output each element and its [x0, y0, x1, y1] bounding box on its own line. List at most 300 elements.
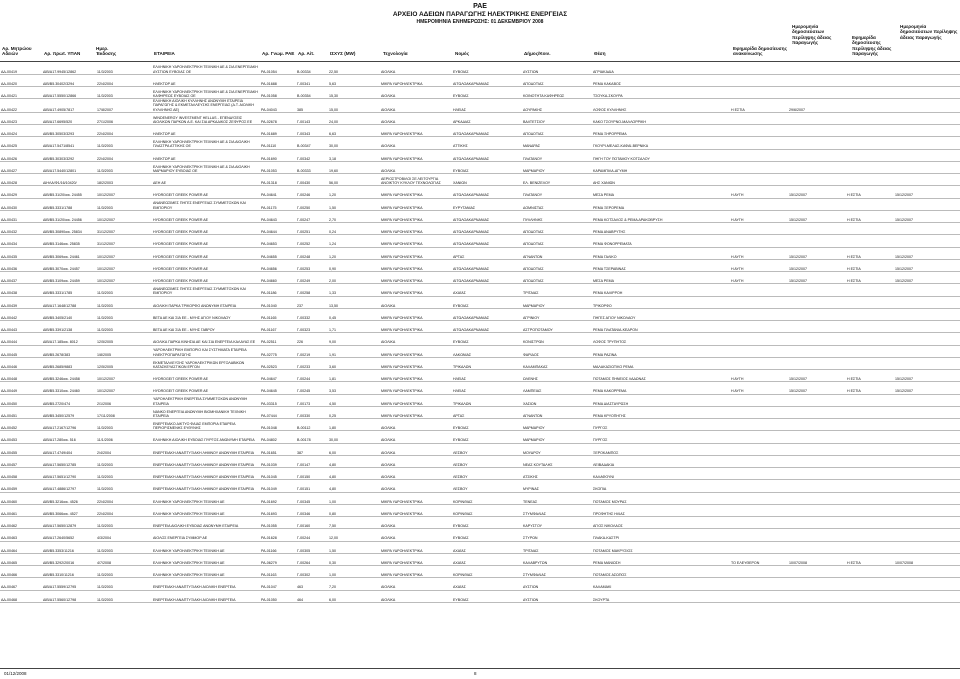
issue-date: 2/1/2006: [96, 394, 152, 406]
summary-paper: [846, 541, 894, 553]
summary-date-2: [894, 284, 960, 296]
summary-paper: [846, 443, 894, 455]
license-number: ΑΔ-00461: [0, 504, 42, 516]
announcement-paper: [730, 455, 788, 467]
technology: ΑΙΟΛΙΚΑ: [380, 62, 452, 74]
license-number: ΑΔ-00429: [0, 186, 42, 198]
power-mw: 3,60: [328, 357, 380, 369]
power-mw: 19,60: [328, 161, 380, 173]
municipality: ΜΥΡΙΝΑΣ: [522, 480, 592, 492]
summary-paper: [846, 517, 894, 529]
summary-date-2: 15/12/2007: [894, 210, 960, 222]
company-name: HYDROGEIT GREEK POWER AE: [152, 210, 260, 222]
technology: ΑΙΟΛΙΚΑ: [380, 517, 452, 529]
license-number: ΑΔ-00458: [0, 468, 42, 480]
summary-date: 15/12/2007: [788, 382, 846, 394]
col-ait: Αρ. Αίτ.: [298, 51, 315, 56]
company-name: ΕΝΕΡΓΕΙΑΚΗ ΑΝΑΠΤΥΞΙΑΚΗ ΛΗΜΝΟΥ ΑΝΩΝΥΜΗ ΕΤΑΙΡΕΙΑ: [152, 455, 260, 467]
location: ΚΑΚΟ ΤΣΟΥΡΝΟ-ΜΑΛΛΟΡΡΙΚΗ: [592, 112, 730, 124]
table-row: [0, 186, 960, 198]
issue-date: 11/3/2003: [96, 517, 152, 529]
announcement-paper: [730, 590, 788, 602]
company-name: ΑΙΟΛΙΚΗ ΠΑΡΚΑ ΤΡΙΚΟΡΦΟ ΑΝΩΝΥΜΗ ΕΤΑΙΡΕΙΑ: [152, 296, 260, 308]
table-row: [0, 406, 960, 418]
prefecture: ΛΑΚΩΝΙΑΣ: [452, 345, 522, 357]
rae-opinion: ΡΑ-03315: [260, 394, 296, 406]
issue-date: 22/4/2004: [96, 492, 152, 504]
table-row: [0, 74, 960, 86]
issue-date: 10/12/2007: [96, 272, 152, 284]
summary-date-2: 15/12/2007: [894, 186, 960, 198]
rae-opinion: ΡΑ-04802: [260, 431, 296, 443]
application-number: Γ-00250: [296, 198, 328, 210]
company-name: ΕΛΛΗΝΙΚΗ ΥΔΡΟΗΛΕΚΤΡΙΚΗ ΤΕΧΝΙΚΗ ΑΕ & ΣΙΑ ΕΝΕΡΓΕΙΑΚΗ ΔΥΣΤΙΩΝ ΕΥΒΟΙΑΣ ΟΕ: [152, 62, 260, 74]
municipality: ΧΑΣΙΩΝ: [522, 394, 592, 406]
protocol-number: ΔΙΒ/Β5.3331/1785: [42, 284, 96, 296]
power-mw: 0,90: [328, 259, 380, 271]
location: ΞΕΡΟΚΑΜΠΟΣ: [592, 443, 730, 455]
summary-paper: Η ΕΣΤΙΑ: [846, 210, 894, 222]
prefecture: ΑΡΤΑΣ: [452, 406, 522, 418]
issue-date: 10/12/2007: [96, 210, 152, 222]
summary-date-2: 15/12/2007: [894, 272, 960, 284]
company-name: ΑΝΑΝΕΩΣΙΜΕΣ ΠΗΓΕΣ ΕΝΕΡΓΕΙΑΣ ΣΥΜΜΕΤΟΧΩΝ ΚΑΙ ΕΜΠΟΡΙΟΥ: [152, 198, 260, 210]
summary-paper: [846, 174, 894, 186]
table-row: [0, 590, 960, 602]
issue-date: 2/4/2004: [96, 443, 152, 455]
license-number: ΑΔ-00457: [0, 455, 42, 467]
announcement-paper: Η ΑΥΓΗ: [730, 210, 788, 222]
protocol-number: ΔΙΒ/Β5.2678/383: [42, 345, 96, 357]
prefecture: ΑΡΚΑΔΙΑΣ: [452, 112, 522, 124]
protocol-number: ΔΙΒ/Β5.3066οικ. 4527: [42, 504, 96, 516]
application-number: Γ-00332: [296, 308, 328, 320]
company-name: ΕΝΕΡΓΕΙΑΚΗ ΑΝΑΠΤΥΞΙΑΚΗ ΑΙΟΛΙΚΗ ΕΝΕΡΓΕΙΑ: [152, 578, 260, 590]
application-number: 226: [296, 333, 328, 345]
power-mw: 1,50: [328, 198, 380, 210]
table-row: [0, 284, 960, 296]
protocol-number: ΔΙΒ/Β5.2685/9883: [42, 357, 96, 369]
summary-date: [788, 87, 846, 99]
location: ΡΕΜΑ ΚΑΚΑΒΟΣ: [592, 74, 730, 86]
rae-opinion: ΡΑ-01048: [260, 419, 296, 431]
license-number: ΑΔ-00446: [0, 357, 42, 369]
rae-opinion: ΡΑ-01689: [260, 125, 296, 137]
application-number: Γ-00248: [296, 247, 328, 259]
summary-paper: [846, 394, 894, 406]
municipality: ΒΑΛΤΕΤΣΙΟΥ: [522, 112, 592, 124]
update-date: ΗΜΕΡΟΜΗΝΙΑ ΕΝΗΜΕΡΩΣΗΣ: 01 ΔΕΚΕΜΒΡΙΟΥ 2008: [416, 19, 544, 25]
table-row: [0, 149, 960, 161]
protocol-number: ΔΙΒ/Α17.9945/12862: [42, 62, 96, 74]
power-mw: 1,71: [328, 321, 380, 333]
announcement-paper: [730, 504, 788, 516]
application-number: Β-00334: [296, 62, 328, 74]
application-number: Γ-00345: [296, 492, 328, 504]
summary-date: 15/12/2007: [788, 186, 846, 198]
technology: ΑΙΟΛΙΚΑ: [380, 578, 452, 590]
table-row: [0, 198, 960, 210]
company-name: HYDROGEIT GREEK POWER AE: [152, 272, 260, 284]
rae-opinion: ΡΑ-02678: [260, 112, 296, 124]
license-number: ΑΔ-00444: [0, 333, 42, 345]
summary-date: [788, 492, 846, 504]
application-number: Γ-00430: [296, 174, 328, 186]
table-row: [0, 492, 960, 504]
prefecture: ΕΥΒΟΙΑΣ: [452, 333, 522, 345]
summary-date: [788, 541, 846, 553]
municipality: ΜΟΥΔΡΟΥ: [522, 443, 592, 455]
application-number: 463: [296, 578, 328, 590]
location: ΤΣΟΥΚΑ-ΣΚΟΥΡΑ: [592, 87, 730, 99]
page-title: ΑΡΧΕΙΟ ΑΔΕΙΩΝ ΠΑΡΑΓΩΓΗΣ ΗΛΕΚΤΡΙΚΗΣ ΕΝΕΡΓΕΙΑΣ: [392, 11, 568, 18]
rae-opinion: ΡΑ-04043: [260, 99, 296, 113]
protocol-number: ΔΙΒ/Β5.31/20/οικ. 24455: [42, 186, 96, 198]
location: ΠΗΓΕΣ ΑΓΙΟΥ ΝΙΚΟΛΑΟΥ: [592, 308, 730, 320]
announcement-paper: [730, 125, 788, 137]
power-mw: 30,00: [328, 137, 380, 149]
prefecture: ΕΥΒΟΙΑΣ: [452, 161, 522, 173]
municipality: ΣΤΥΡΩΝ: [522, 529, 592, 541]
table-row: [0, 161, 960, 173]
col-mitroou: Αρ. Μητρώου Αδειών: [2, 46, 32, 57]
license-number: ΑΔ-00452: [0, 419, 42, 431]
summary-paper: [846, 296, 894, 308]
announcement-paper: [730, 357, 788, 369]
application-number: Γ-00341: [296, 74, 328, 86]
summary-date-2: [894, 394, 960, 406]
protocol-number: ΔΙΒ/Α17.5560/12798: [42, 590, 96, 602]
protocol-number: ΔΙΒ/Β5.3216οικ. 4526: [42, 492, 96, 504]
power-mw: 6,00: [328, 443, 380, 455]
company-name: ΑΝΑΝΕΩΣΙΜΕΣ ΠΗΓΕΣ ΕΝΕΡΓΕΙΑΣ ΣΥΜΜΕΤΟΧΩΝ ΚΑΙ ΕΜΠΟΡΙΟΥ: [152, 284, 260, 296]
location: ΜΕΣΑ ΡΕΜΑ: [592, 272, 730, 284]
summary-date: [788, 578, 846, 590]
rae-opinion: ΡΑ-01110: [260, 137, 296, 149]
company-name: ΕΛΛΗΝΙΚΗ ΑΙΟΛΙΚΗ ΚΥΛΛΗΝΗΣ ΑΝΩΝΥΜΗ ΕΤΑΙΡΕΙΑ ΠΑΡΑΓΩΓΗΣ & ΕΚΜΕΤΑΛΛΕΥΣΗΣ ΕΝΕΡΓΕΙΑΣ (Δ.Τ. ΑΙΟΛΙΚΗ ΚΥΛΛΗΝΗΣ ΑΕ): [152, 99, 260, 113]
power-mw: 0,25: [328, 406, 380, 418]
license-number: ΑΔ-00420: [0, 74, 42, 86]
technology: ΜΙΚΡΑ ΥΔΡΟΗΛΕΚΤΡΙΚΑ: [380, 247, 452, 259]
prefecture: ΑΙΤΩΛΟΑΚΑΡΝΑΝΙΑΣ: [452, 321, 522, 333]
application-number: 387: [296, 443, 328, 455]
license-number: ΑΔ-00455: [0, 443, 42, 455]
summary-date: [788, 284, 846, 296]
col-gnom: Αρ. Γνωμ. ΡΑΕ: [262, 51, 295, 56]
summary-date-2: [894, 125, 960, 137]
license-number: ΑΔ-00419: [0, 62, 42, 74]
announcement-paper: [730, 87, 788, 99]
power-mw: 0,30: [328, 553, 380, 565]
issue-date: 22/4/2004: [96, 149, 152, 161]
table-row: [0, 235, 960, 247]
location: ΠΟΤΑΜΟΣ ΜΑΚΡΥΣΙΟΣ: [592, 541, 730, 553]
col-power: ΙΣΧΥΣ (MW): [330, 51, 356, 56]
technology: ΑΙΟΛΙΚΑ: [380, 137, 452, 149]
license-number: ΑΔ-00439: [0, 296, 42, 308]
issue-date: 10/12/2007: [96, 247, 152, 259]
license-number: ΑΔ-00467: [0, 578, 42, 590]
technology: ΑΙΟΛΙΚΑ: [380, 455, 452, 467]
rae-opinion: ΡΑ-06279: [260, 553, 296, 565]
issue-date: 11/3/2003: [96, 161, 152, 173]
rae-opinion: ΡΑ-01690: [260, 149, 296, 161]
summary-paper: [846, 149, 894, 161]
col-efim: Εφημερίδα δημοσίευσης περίληψης άδειας παραγωγής: [852, 35, 892, 57]
summary-date-2: [894, 431, 960, 443]
summary-date: [788, 443, 846, 455]
announcement-paper: [730, 406, 788, 418]
municipality: ΚΟΝΙΣΤΡΩΝ: [522, 333, 592, 345]
protocol-number: ΔΙΒ/Β5.3292/20016: [42, 553, 96, 565]
license-number: ΑΔ-00426: [0, 149, 42, 161]
summary-paper: [846, 468, 894, 480]
protocol-number: ΔΙΒ/Α17.4749/404: [42, 443, 96, 455]
table-row: [0, 345, 960, 357]
announcement-paper: [730, 235, 788, 247]
issue-date: 10/12/2007: [96, 370, 152, 382]
summary-date: [788, 504, 846, 516]
municipality: ΜΑΡΜΑΡΙΟΥ: [522, 161, 592, 173]
protocol-number: ΔΙΒ/Β5.3310οικ. 24460: [42, 382, 96, 394]
announcement-paper: Η ΑΥΓΗ: [730, 382, 788, 394]
summary-date-2: [894, 492, 960, 504]
table-row: [0, 210, 960, 222]
location: ΚΑΛΑΜΑΚΙ: [592, 578, 730, 590]
announcement-paper: [730, 529, 788, 541]
table-row: [0, 504, 960, 516]
summary-date: [788, 455, 846, 467]
rae-opinion: ΡΑ-02775: [260, 345, 296, 357]
summary-date: [788, 394, 846, 406]
summary-date: 29/6/2007: [788, 99, 846, 113]
power-mw: 22,50: [328, 62, 380, 74]
application-number: Β-00178: [296, 431, 328, 443]
summary-date-2: [894, 517, 960, 529]
summary-date-2: [894, 99, 960, 113]
prefecture: ΚΟΡΙΝΘΙΑΣ: [452, 492, 522, 504]
location: ΡΕΜΑ ΓΑΛΙΚΟ: [592, 247, 730, 259]
prefecture: ΑΡΤΑΣ: [452, 247, 522, 259]
summary-date-2: [894, 443, 960, 455]
summary-paper: Η ΕΣΤΙΑ: [846, 370, 894, 382]
summary-date: [788, 517, 846, 529]
table-row: [0, 296, 960, 308]
prefecture: ΑΙΤΩΛΟΑΚΑΡΝΑΝΙΑΣ: [452, 149, 522, 161]
municipality: ΑΤΣΙΚΗΣ: [522, 468, 592, 480]
issue-date: 4/3/2004: [96, 529, 152, 541]
issue-date: 11/3/2003: [96, 296, 152, 308]
table-row: [0, 541, 960, 553]
col-h1: Ημερομηνία δημοσιεύσεων περίληψης άδειας παραγωγής: [792, 24, 832, 46]
license-number: ΑΔ-00464: [0, 541, 42, 553]
summary-paper: [846, 112, 894, 124]
municipality: ΔΥΣΤΙΩΝ: [522, 62, 592, 74]
table-row: [0, 357, 960, 369]
prefecture: ΑΧΑΪΑΣ: [452, 578, 522, 590]
issue-date: 11/3/2003: [96, 566, 152, 578]
prefecture: ΑΙΤΩΛΟΑΚΑΡΝΑΝΙΑΣ: [452, 210, 522, 222]
announcement-paper: Η ΕΣΤΙΑ: [730, 99, 788, 113]
company-name: HYDROGEIT GREEK POWER AE: [152, 382, 260, 394]
summary-paper: [846, 431, 894, 443]
municipality: ΑΠΟΔΟΤΙΑΣ: [522, 272, 592, 284]
location: ΛΕΙΒΑΔΑΚΙΑ: [592, 455, 730, 467]
announcement-paper: [730, 578, 788, 590]
license-number: ΑΔ-00428: [0, 174, 42, 186]
summary-paper: [846, 529, 894, 541]
power-mw: 3,53: [328, 382, 380, 394]
summary-paper: [846, 321, 894, 333]
table-row: [0, 566, 960, 578]
announcement-paper: [730, 174, 788, 186]
protocol-number: ΔΙΒ/Β5.3246οικ. 24458: [42, 370, 96, 382]
summary-date: [788, 308, 846, 320]
municipality: ΑΓΝΑΝΤΩΝ: [522, 406, 592, 418]
protocol-number: ΔΙΒ/Α17.2640/5652: [42, 529, 96, 541]
summary-date: [788, 406, 846, 418]
table-row: [0, 578, 960, 590]
municipality: ΚΑΛΑΜΠΑΚΑΣ: [522, 357, 592, 369]
announcement-paper: [730, 345, 788, 357]
announcement-paper: Η ΑΥΓΗ: [730, 259, 788, 271]
company-name: ΔΕΗ ΑΕ: [152, 174, 260, 186]
technology: ΜΙΚΡΑ ΥΔΡΟΗΛΕΚΤΡΙΚΑ: [380, 284, 452, 296]
application-number: Γ-00251: [296, 223, 328, 235]
application-number: Γ-00302: [296, 566, 328, 578]
location: ΑΗΣ ΧΑΝΙΩΝ: [592, 174, 730, 186]
table-row: [0, 87, 960, 99]
company-name: ΕΝΕΡΓΕΙΑΚΗ ΑΝΑΠΤΥΞΙΑΚΗ ΑΙΟΛΙΚΗ ΕΝΕΡΓΕΙΑ: [152, 590, 260, 602]
table-row: [0, 455, 960, 467]
technology: ΑΙΟΛΙΚΑ: [380, 529, 452, 541]
rae-opinion: ΡΑ-01186: [260, 284, 296, 296]
power-mw: 13,50: [328, 296, 380, 308]
summary-date-2: [894, 87, 960, 99]
summary-paper: [846, 492, 894, 504]
summary-date-2: [894, 74, 960, 86]
power-mw: 30,00: [328, 431, 380, 443]
technology: ΜΙΚΡΑ ΥΔΡΟΗΛΕΚΤΡΙΚΑ: [380, 492, 452, 504]
technology: ΜΙΚΡΑ ΥΔΡΟΗΛΕΚΤΡΙΚΑ: [380, 198, 452, 210]
protocol-number: ΔΙΒ/Α17.5650/12879: [42, 517, 96, 529]
col-h2: Ημερομηνία δημοσιεύσεων περίληψης άδειας παραγωγής: [900, 24, 958, 40]
location: ΡΕΜΑ ΑΝΑΒΡΥΤΗΣ: [592, 223, 730, 235]
summary-date-2: [894, 62, 960, 74]
application-number: Γ-00233: [296, 357, 328, 369]
location: ΠΟΤΑΜΟΣ ΠΗΝΕΙΟΣ ΛΑΔΩΝΑΣ: [592, 370, 730, 382]
rae-opinion: ΡΑ-01318: [260, 174, 296, 186]
summary-paper: Η ΕΣΤΙΑ: [846, 259, 894, 271]
technology: ΜΙΚΡΑ ΥΔΡΟΗΛΕΚΤΡΙΚΑ: [380, 406, 452, 418]
prefecture: ΛΕΣΒΟΥ: [452, 443, 522, 455]
power-mw: 1,80: [328, 419, 380, 431]
location: ΠΥΡΓΟΣ: [592, 419, 730, 431]
issue-date: 11/1/2006: [96, 431, 152, 443]
rae-opinion: ΡΑ-01175: [260, 198, 296, 210]
municipality: ΔΥΣΤΙΩΝ: [522, 590, 592, 602]
application-number: Γ-00343: [296, 125, 328, 137]
protocol-number: ΔΙΒ/Β5.3070οικ. 24457: [42, 259, 96, 271]
license-number: ΑΔ-00437: [0, 272, 42, 284]
company-name: ΕΝΕΡΓΕΙΑΚΗ ΑΝΑΠΤΥΞΙΑΚΗ ΛΗΜΝΟΥ ΑΝΩΝΥΜΗ ΕΤΑΙΡΕΙΑ: [152, 480, 260, 492]
technology: ΑΙΟΛΙΚΑ: [380, 419, 452, 431]
license-number: ΑΔ-00459: [0, 480, 42, 492]
table-row: [0, 517, 960, 529]
summary-paper: [846, 284, 894, 296]
summary-date-2: [894, 578, 960, 590]
technology: ΜΙΚΡΑ ΥΔΡΟΗΛΕΚΤΡΙΚΑ: [380, 382, 452, 394]
location: ΜΑΛΑΚΑΣΙΩΤΙΚΟ ΡΕΜΑ: [592, 357, 730, 369]
announcement-paper: [730, 321, 788, 333]
license-number: ΑΔ-00465: [0, 553, 42, 565]
prefecture: ΑΧΑΪΑΣ: [452, 284, 522, 296]
location: ΑΓΙΟΣ ΝΙΚΟΛΑΟΣ: [592, 517, 730, 529]
prefecture: ΕΥΒΟΙΑΣ: [452, 62, 522, 74]
prefecture: ΑΙΤΩΛΟΑΚΑΡΝΑΝΙΑΣ: [452, 74, 522, 86]
power-mw: 1,00: [328, 492, 380, 504]
technology: ΜΙΚΡΑ ΥΔΡΟΗΛΕΚΤΡΙΚΑ: [380, 186, 452, 198]
municipality: ΦΑΡΙΔΟΣ: [522, 345, 592, 357]
summary-date: [788, 149, 846, 161]
table-row: [0, 394, 960, 406]
technology: ΑΙΟΛΙΚΑ: [380, 87, 452, 99]
location: ΛΟΦΟΣ ΤΡΥΠΗΤΟΣ: [592, 333, 730, 345]
prefecture: ΗΛΕΙΑΣ: [452, 382, 522, 394]
table-row: [0, 137, 960, 149]
prefecture: ΕΥΒΟΙΑΣ: [452, 517, 522, 529]
announcement-paper: [730, 394, 788, 406]
license-number: ΑΔ-00442: [0, 308, 42, 320]
technology: ΑΕΡΙΟΣΤΡΟΒΙΛΟΙ ΣΕ ΛΕΙΤΟΥΡΓΙΑ ΑΝΟΙΚΤΟΥ ΚΥΚΛΟΥ ΤΕΧΝΟΛΟΓΙΑΣ: [380, 174, 452, 186]
column-headers: [0, 22, 960, 62]
protocol-number: ΔΙΒ/Α17.5471/8541: [42, 137, 96, 149]
location: ΠΗΓΗ ΤΟΥ ΠΟΤΑΜΟΥ ΚΟΤΣΑΛΟΥ: [592, 149, 730, 161]
announcement-paper: [730, 74, 788, 86]
company-name: ΕΝΕΡΓΕΙΑ ΑΙΟΛΙΚΗ ΕΥΒΟΙΑΣ ΑΝΩΝΥΜΗ ΕΤΑΙΡΕΙΑ: [152, 517, 260, 529]
power-mw: 2,70: [328, 210, 380, 222]
power-mw: 4,50: [328, 394, 380, 406]
technology: ΜΙΚΡΑ ΥΔΡΟΗΛΕΚΤΡΙΚΑ: [380, 272, 452, 284]
application-number: Γ-00264: [296, 553, 328, 565]
table-row: [0, 468, 960, 480]
municipality: ΜΑΝΔΡΑΣ: [522, 137, 592, 149]
announcement-paper: [730, 566, 788, 578]
power-mw: 3,18: [328, 149, 380, 161]
company-name: ΗΛΕΚΤΩΡ ΑΕ: [152, 125, 260, 137]
technology: ΜΙΚΡΑ ΥΔΡΟΗΛΕΚΤΡΙΚΑ: [380, 321, 452, 333]
prefecture: ΑΧΑΪΑΣ: [452, 541, 522, 553]
company-name: ΥΔΡΟΗΛΕΚΤΡΙΚΗ ΕΜΠΟΡΙΟ ΚΑΙ ΣΥΣΤΗΜΑΤΑ ΕΤΑΙΡΕΙΑ ΗΛΕΚΤΡΟΠΑΡΑΓΩΓΗΣ: [152, 345, 260, 357]
application-number: Γ-00150: [296, 468, 328, 480]
announcement-paper: [730, 492, 788, 504]
issue-date: 11/3/2003: [96, 590, 152, 602]
power-mw: 1,00: [328, 566, 380, 578]
application-number: Β-00347: [296, 137, 328, 149]
issue-date: 11/3/2003: [96, 62, 152, 74]
municipality: ΝΕΑΣ ΚΟΥΤΑΛΗΣ: [522, 455, 592, 467]
location: ΠΛΑΚΑ-ΚΑΣΤΡΙ: [592, 529, 730, 541]
rae-opinion: ΡΑ-01049: [260, 480, 296, 492]
license-number: ΑΔ-00466: [0, 566, 42, 578]
application-number: Γ-00253: [296, 259, 328, 271]
municipality: ΑΠΟΔΟΤΙΑΣ: [522, 235, 592, 247]
municipality: ΔΟΜΝΙΣΤΑΣ: [522, 198, 592, 210]
announcement-paper: [730, 419, 788, 431]
col-nomos: Νομός: [455, 51, 470, 56]
license-number: ΑΔ-00423: [0, 112, 42, 124]
table-row: [0, 62, 960, 74]
